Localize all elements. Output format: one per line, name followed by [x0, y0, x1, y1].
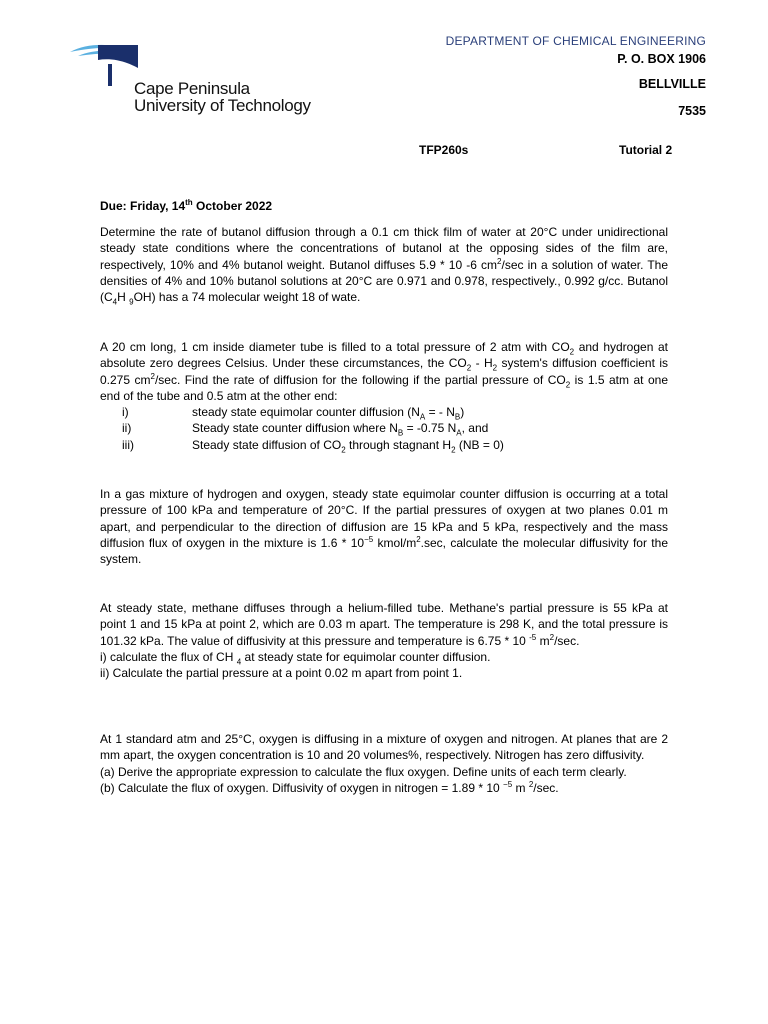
city: BELLVILLE	[638, 77, 706, 91]
question-2: A 20 cm long, 1 cm inside diameter tube is filled to a total pressure of 2 atm with $CO_2$ and hydrogen at absolute zero degrees Celsius. Under these circumstances, the $CO_2 - H_2$ system's diffusion coefficient is 0.275 $cm^2/\sec$. Find the rate of diffusion for the following if the partial pressure of $CO_2$ is 1.5 atm at one end of the tube and 0.5 atm at the other end: i) steady state equimolar counter diffusion ($N_A$ = - $N_B$) ii) Steady state counter diffusion where $N_B = -0.75$ $N_A$, and iii) Steady state diffusion of $CO_2$ through stagnant $H_2$ (NB = 0)	[100, 340, 668, 455]
po-box: P. O. BOX 1906	[617, 52, 706, 66]
due-date: Due: Friday, 14th October 2022	[100, 198, 273, 213]
logo-line-2: University of Technology	[134, 96, 311, 115]
tutorial-number: Tutorial 2	[619, 143, 673, 157]
question-4: At steady state, methane diffuses through a helium-filled tube. Methane's partial pressure is 55 kPa at point 1 and 15 kPa at point 2, which are 0.03 m apart. The temperature is 298 K, and the total pressure is 101.32 kPa. The value of diffusivity at this pressure and temperature is 6.75 * 10 $^{-5}$ $m^2/\sec$. i) calculate the flux of CH $_4$ at steady state for equimolar counter diffusion. ii) Calculate the partial pressure at a point 0.02 m apart from point 1.	[100, 601, 668, 681]
list-item: ii) Steady state counter diffusion where $N_B = -0.75$ $N_A$, and	[122, 421, 489, 438]
university-name	[134, 80, 311, 114]
course-code: TFP260s	[419, 143, 469, 157]
question-5: At 1 standard atm and 25°C, oxygen is diffusing in a mixture of oxygen and nitrogen. At planes that are 2 mm apart, the oxygen concentration is 10 and 20 volumes%, respectively. Nitrogen has zero diffusivity. (a) Derive the appropriate expression to calculate the flux oxygen. Define units of each term clearly. (b) Calculate the flux of oxygen. Diffusivity of oxygen in nitrogen = 1.89 * 10 $^{-5}$ m $^2$/sec.	[100, 732, 668, 795]
list-item: i) steady state equimolar counter diffusion ($N_A$ = - $N_B$)	[122, 405, 465, 422]
postcode: 7535	[678, 104, 706, 118]
logo-line-1: Cape Peninsula	[134, 79, 250, 98]
list-item: iii) Steady state diffusion of $CO_2$ through stagnant $H_2$ (NB = 0)	[122, 437, 504, 455]
question-1: Determine the rate of butanol diffusion through a 0.1 cm thick film of water at 20°C under unidirectional steady state conditions where the concentrations of butanol at the opposing sides of the film are, respectively, 10% and 4% butanol weight. Butanol diffuses 5.9 * 10 -6 $cm^2/\sec$ in a solution of water. The densities of 4% and 10% butanol solutions at 20°C are 0.971 and 0.978, respectively., 0.992 g/cc. Butanol ($C_4H$ $_9$OH) has a 74 molecular weight 18 of wate.	[100, 225, 668, 307]
department-name: DEPARTMENT OF CHEMICAL ENGINEERING	[445, 34, 706, 48]
question-3: In a gas mixture of hydrogen and oxygen, steady state equimolar counter diffusion is occurring at a total pressure of 100 kPa and temperature of 20°C. If the partial pressures of oxygen at two planes 0.01 m apart, and perpendicular to the direction of diffusion are 15 kPa and 5 kPa, respectively and the mass diffusion flux of oxygen in the mixture is $1.6 * 10^{-5}$ kmol/$m^2.\sec$, calculate the molecular diffusivity for the system.	[100, 487, 668, 567]
